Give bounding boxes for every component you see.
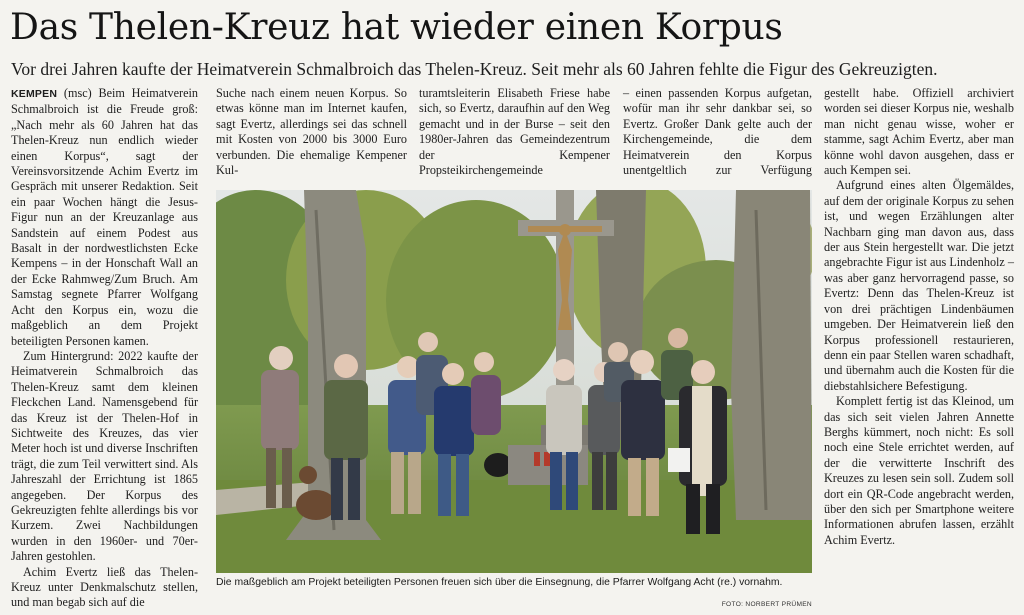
article-subheadline: Vor drei Jahren kaufte der Heimatverein Schmalbroich das Thelen-Kreuz. Seit mehr als 60 Jahren fehlte die Figur des Gekreuzigten. bbox=[11, 59, 938, 79]
article-paragraph: Aufgrund eines alten Ölgemäldes, auf dem der originale Korpus zu sehen ist, und wegen Erzählungen alter Nachbarn ging man davon aus, dass der aus Stein hergestellt war. Die jetzt angebrachte Figur ist aus Lindenholz – was aber ganz hervorragend passe, so Evertz: Denn das Thelen-Kreuz ist von drei prächtigen Lindenbäumen umgeben. Der Heimatverein ließ den Korpus professionell restaurieren, denn ein paar Stellen waren schadhaft, und übernahm auch die Kosten für die diebstahlsichere Befestigung. bbox=[824, 178, 1014, 393]
article-column-3 bbox=[419, 86, 610, 178]
article-paragraph: gestellt habe. Offiziell archiviert worden sei dieser Korpus nie, weshalb man nicht genau wisse, woher er stamme, sagt Achim Evertz, aber man könne wohl davon ausgehen, dass er auch Kempen sei. bbox=[824, 86, 1014, 178]
article-headline: Das Thelen-Kreuz hat wieder einen Korpus bbox=[10, 7, 783, 48]
article-paragraph bbox=[11, 86, 198, 349]
photo-credit: FOTO: NORBERT PRÜMEN bbox=[721, 601, 812, 608]
dateline: KEMPEN bbox=[11, 88, 58, 100]
article-column-5 bbox=[824, 86, 1014, 548]
group-photo-illustration bbox=[216, 190, 812, 573]
article-column-4 bbox=[623, 86, 812, 178]
photo-caption: Die maßgeblich am Projekt beteiligten Personen freuen sich über die Einsegnung, die Pfarrer Wolfgang Acht (re.) vornahm. bbox=[216, 577, 783, 588]
article-paragraph: Komplett fertig ist das Kleinod, um das sich seit vielen Jahren Annette Berghs kümmert, noch nicht: Es soll noch eine Stele errichtet werden, auf der die verwitterte Inschrift des Kreuzes zu lesen sein soll. Zudem soll dort ein QR-Code angebracht werden, über den sich per Smartphone weitere Informationen abrufen lassen, erzählt Achim Evertz. bbox=[824, 394, 1014, 547]
paragraph-text: (msc) Beim Heimatverein Schmalbroich ist die Freude groß: „Nach mehr als 60 Jahren hat das Thelen-Kreuz nun endlich wieder einen Korpus“, sagt der Vereinsvorsitzende Achim Evertz im Gespräch mit unserer Redaktion. Seit ein paar Wochen hängt die Jesus-Figur nun an der Kreuzanlage aus Sandstein auf einem Podest aus Basalt in der nordwestlichsten Ecke Kempens – in der Honschaft Wall an der Ecke Rahmweg/Zum Bruch. Am Samstag segnete Pfarrer Wolfgang Acht den Korpus ein, wozu die maßgeblich an dem Projekt beteiligten Personen kamen. bbox=[11, 86, 198, 348]
article-paragraph: Achim Evertz ließ das Thelen-Kreuz unter Denkmalschutz stellen, und man begab sich auf die bbox=[11, 564, 198, 610]
article-column-2 bbox=[216, 86, 407, 178]
article-paragraph: – einen passenden Korpus aufgetan, wofür man ihr sehr dankbar sei, so Evertz. Großer Dank gelte auch der Kirchengemeinde, die dem Heimatverein den Korpus unentgeltlich zur Verfügung bbox=[623, 86, 812, 178]
article-paragraph: Suche nach einem neuen Korpus. So etwas könne man im Internet kaufen, sagt Evertz, allerdings sei das schnell mit Kosten von 2000 bis 3000 Euro verbunden. Die ehemalige Kempener Kul- bbox=[216, 86, 407, 178]
article-paragraph: turamtsleiterin Elisabeth Friese habe sich, so Evertz, daraufhin auf den Weg gemacht und in der Burse – seit den 1980er-Jahren das Gemeindezentrum der Kempener Propsteikirchengemeinde bbox=[419, 86, 610, 178]
article-column-1 bbox=[11, 86, 198, 611]
article-photo bbox=[216, 190, 812, 573]
article-paragraph: Zum Hintergrund: 2022 kaufte der Heimatverein Schmalbroich das Thelen-Kreuz samt dem kleinen Fleckchen Land. Namensgebend für das Kreuz ist der Thelen-Hof in Sichtweite des Kreuzes, das vier Meter hoch ist und diverse Inschriften trägt, die zum Teil verwittert sind. Als Jahreszahl der Errichtung ist 1865 angegeben. Der Korpus des Gekreuzigten fehlte allerdings bis vor Kurzem. Zwei Nachbildungen wurden in den 1960er- und 70er-Jahren gestohlen. bbox=[11, 348, 198, 564]
